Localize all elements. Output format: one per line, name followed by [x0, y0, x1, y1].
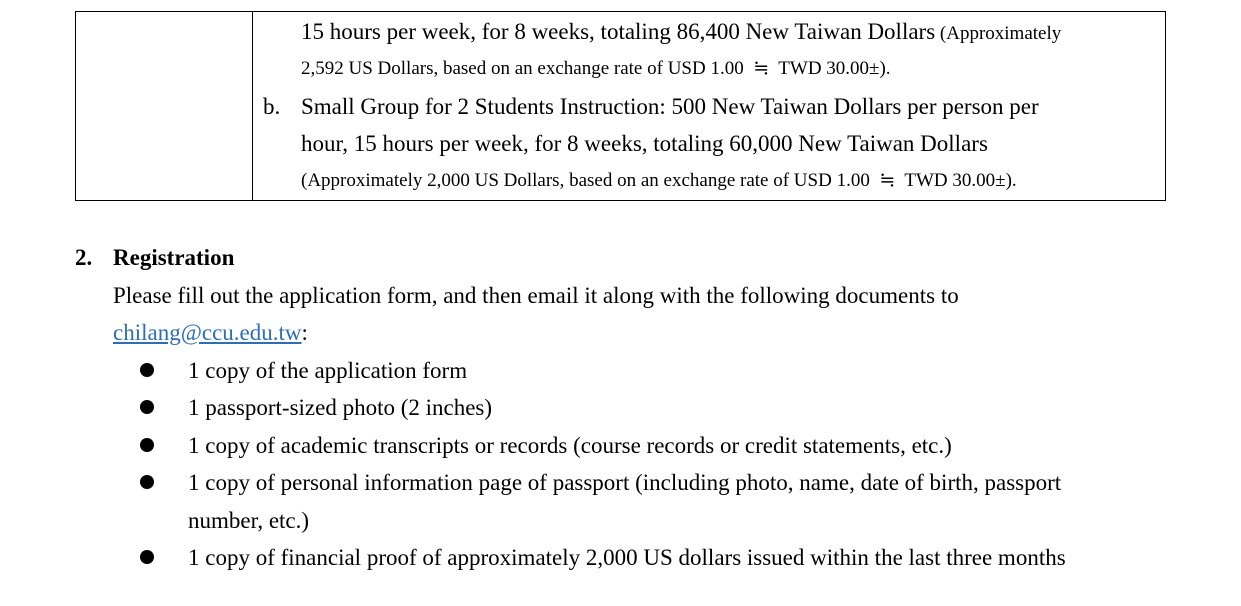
- item-b-marker: b.: [263, 94, 281, 119]
- list-item: 1 copy of academic transcripts or records (course records or credit statements, etc.): [188, 433, 952, 458]
- list-item: 1 copy of personal information page of passport (including photo, name, date of birth, passport: [188, 470, 1062, 495]
- bullet-icon: [140, 438, 154, 452]
- table-line-1-main: 15 hours per week, for 8 weeks, totaling 86,400 New Taiwan Dollars: [301, 19, 936, 44]
- email-link[interactable]: chilang@ccu.edu.tw: [113, 320, 302, 345]
- bullet-icon: [140, 475, 154, 489]
- item-b-line-2: hour, 15 hours per week, for 8 weeks, totaling 60,000 New Taiwan Dollars: [301, 131, 988, 156]
- table-line-1: [301, 20, 1061, 43]
- list-item: 1 passport-sized photo (2 inches): [188, 395, 493, 420]
- table-line-2: 2,592 US Dollars, based on an exchange rate of USD 1.00 ≒ TWD 30.00±).: [301, 58, 891, 79]
- section-number: 2.: [75, 245, 93, 270]
- bullet-icon: [140, 363, 154, 377]
- email-line: [113, 321, 308, 344]
- list-item: 1 copy of the application form: [188, 358, 468, 383]
- list-item-continuation: number, etc.): [188, 508, 310, 533]
- list-item: 1 copy of financial proof of approximately 2,000 US dollars issued within the last three months: [188, 545, 1066, 570]
- item-b-line-3: (Approximately 2,000 US Dollars, based on an exchange rate of USD 1.00 ≒ TWD 30.00±).: [301, 170, 1017, 191]
- registration-intro: Please fill out the application form, and then email it along with the following documents to: [113, 283, 959, 308]
- bullet-icon: [140, 400, 154, 414]
- table-column-divider: [252, 12, 253, 200]
- item-b-line-1: Small Group for 2 Students Instruction: 500 New Taiwan Dollars per person per: [301, 94, 1039, 119]
- bullet-icon: [140, 550, 154, 564]
- email-suffix: :: [301, 320, 308, 345]
- section-heading: Registration: [113, 245, 235, 270]
- table-line-1-note: (Approximately: [935, 23, 1062, 44]
